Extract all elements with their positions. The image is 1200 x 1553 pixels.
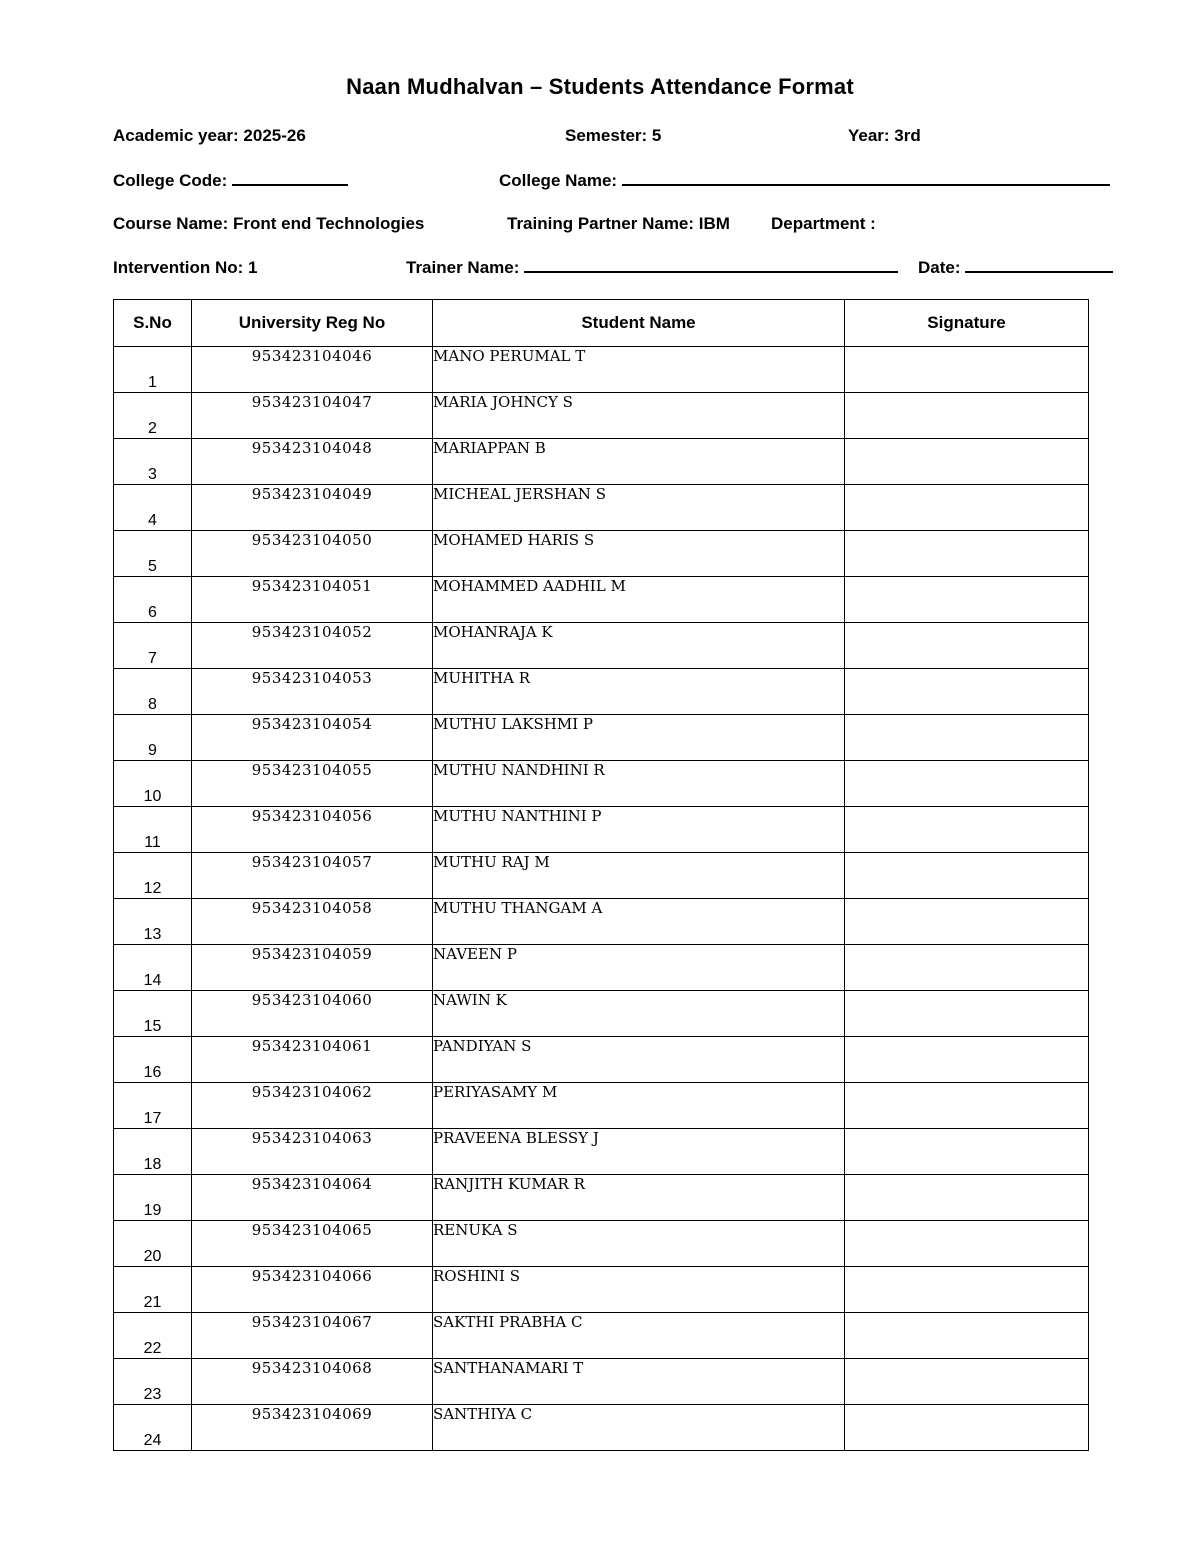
- row-reg-no: 953423104068: [192, 1359, 433, 1405]
- row-student-name: MUHITHA R: [433, 669, 845, 715]
- row-signature: [845, 1359, 1089, 1405]
- row-signature: [845, 347, 1089, 393]
- table-row: [114, 1083, 1089, 1129]
- row-reg-no: 953423104052: [192, 623, 433, 669]
- table-row: [114, 485, 1089, 531]
- semester: Semester: 5: [565, 126, 662, 145]
- row-reg-no: 953423104054: [192, 715, 433, 761]
- row-student-name: MOHANRAJA K: [433, 623, 845, 669]
- row-signature: [845, 1129, 1089, 1175]
- table-row: [114, 853, 1089, 899]
- row-sno: 6: [114, 577, 192, 623]
- row-signature: [845, 1313, 1089, 1359]
- table-row: [114, 1037, 1089, 1083]
- row-sno: 12: [114, 853, 192, 899]
- department: Department :: [771, 214, 876, 233]
- row-reg-no: 953423104048: [192, 439, 433, 485]
- row-reg-no: 953423104049: [192, 485, 433, 531]
- trainer-name-label: Trainer Name:: [406, 258, 520, 277]
- row-signature: [845, 991, 1089, 1037]
- row-sno: 3: [114, 439, 192, 485]
- row-student-name: MUTHU NANDHINI R: [433, 761, 845, 807]
- row-sno: 22: [114, 1313, 192, 1359]
- row-sno: 11: [114, 807, 192, 853]
- document-title: Naan Mudhalvan – Students Attendance Format: [346, 74, 854, 99]
- row-sno: 14: [114, 945, 192, 991]
- table-row: [114, 1129, 1089, 1175]
- row-reg-no: 953423104059: [192, 945, 433, 991]
- table-row: [114, 1175, 1089, 1221]
- row-student-name: PRAVEENA BLESSY J: [433, 1129, 845, 1175]
- row-sno: 8: [114, 669, 192, 715]
- course-name: Course Name: Front end Technologies: [113, 214, 425, 233]
- row-sno: 2: [114, 393, 192, 439]
- row-student-name: PERIYASAMY M: [433, 1083, 845, 1129]
- row-student-name: MUTHU NANTHINI P: [433, 807, 845, 853]
- row-signature: [845, 531, 1089, 577]
- row-signature: [845, 623, 1089, 669]
- header-reg-no: University Reg No: [192, 300, 433, 347]
- row-reg-no: 953423104069: [192, 1405, 433, 1451]
- row-student-name: PANDIYAN S: [433, 1037, 845, 1083]
- row-reg-no: 953423104065: [192, 1221, 433, 1267]
- college-code-blank: [232, 172, 348, 186]
- row-student-name: NAVEEN P: [433, 945, 845, 991]
- row-signature: [845, 1175, 1089, 1221]
- row-student-name: ROSHINI S: [433, 1267, 845, 1313]
- row-sno: 23: [114, 1359, 192, 1405]
- row-signature: [845, 1405, 1089, 1451]
- row-reg-no: 953423104063: [192, 1129, 433, 1175]
- row-reg-no: 953423104064: [192, 1175, 433, 1221]
- row-signature: [845, 807, 1089, 853]
- row-signature: [845, 761, 1089, 807]
- intervention-no: Intervention No: 1: [113, 258, 258, 277]
- academic-year: Academic year: 2025-26: [113, 126, 306, 145]
- header-student-name: Student Name: [433, 300, 845, 347]
- row-sno: 10: [114, 761, 192, 807]
- row-student-name: SANTHIYA C: [433, 1405, 845, 1451]
- table-row: [114, 393, 1089, 439]
- row-signature: [845, 1037, 1089, 1083]
- row-reg-no: 953423104058: [192, 899, 433, 945]
- table-row: [114, 945, 1089, 991]
- row-sno: 17: [114, 1083, 192, 1129]
- table-row: [114, 715, 1089, 761]
- row-signature: [845, 669, 1089, 715]
- table-row: [114, 669, 1089, 715]
- table-header-row: [114, 300, 1089, 347]
- row-sno: 15: [114, 991, 192, 1037]
- row-signature: [845, 853, 1089, 899]
- row-reg-no: 953423104066: [192, 1267, 433, 1313]
- row-signature: [845, 899, 1089, 945]
- row-student-name: MUTHU RAJ M: [433, 853, 845, 899]
- row-reg-no: 953423104053: [192, 669, 433, 715]
- row-signature: [845, 393, 1089, 439]
- table-row: [114, 1267, 1089, 1313]
- row-student-name: MARIA JOHNCY S: [433, 393, 845, 439]
- row-reg-no: 953423104050: [192, 531, 433, 577]
- row-reg-no: 953423104061: [192, 1037, 433, 1083]
- row-sno: 24: [114, 1405, 192, 1451]
- row-signature: [845, 945, 1089, 991]
- table-row: [114, 761, 1089, 807]
- table-row: [114, 439, 1089, 485]
- row-sno: 18: [114, 1129, 192, 1175]
- college-name-field: [499, 171, 1110, 191]
- row-student-name: RANJITH KUMAR R: [433, 1175, 845, 1221]
- table-row: [114, 1313, 1089, 1359]
- date-blank: [965, 259, 1113, 273]
- row-signature: [845, 1267, 1089, 1313]
- row-student-name: MUTHU THANGAM A: [433, 899, 845, 945]
- table-row: [114, 577, 1089, 623]
- college-code-field: [113, 171, 348, 191]
- college-name-label: College Name:: [499, 171, 618, 190]
- row-reg-no: 953423104051: [192, 577, 433, 623]
- row-reg-no: 953423104047: [192, 393, 433, 439]
- table-row: [114, 531, 1089, 577]
- table-row: [114, 807, 1089, 853]
- row-student-name: MANO PERUMAL T: [433, 347, 845, 393]
- date-field: [918, 258, 1113, 278]
- row-reg-no: 953423104056: [192, 807, 433, 853]
- row-signature: [845, 485, 1089, 531]
- table-row: [114, 1405, 1089, 1451]
- row-sno: 4: [114, 485, 192, 531]
- row-sno: 1: [114, 347, 192, 393]
- row-student-name: MOHAMED HARIS S: [433, 531, 845, 577]
- row-student-name: MUTHU LAKSHMI P: [433, 715, 845, 761]
- row-sno: 16: [114, 1037, 192, 1083]
- row-reg-no: 953423104067: [192, 1313, 433, 1359]
- table-row: [114, 1221, 1089, 1267]
- table-row: [114, 347, 1089, 393]
- college-code-label: College Code:: [113, 171, 228, 190]
- row-sno: 21: [114, 1267, 192, 1313]
- row-sno: 20: [114, 1221, 192, 1267]
- row-sno: 7: [114, 623, 192, 669]
- year: Year: 3rd: [848, 126, 921, 145]
- table-row: [114, 1359, 1089, 1405]
- row-reg-no: 953423104055: [192, 761, 433, 807]
- header-signature: Signature: [845, 300, 1089, 347]
- trainer-name-blank: [524, 259, 898, 273]
- row-reg-no: 953423104046: [192, 347, 433, 393]
- row-signature: [845, 1083, 1089, 1129]
- row-student-name: MARIAPPAN B: [433, 439, 845, 485]
- row-signature: [845, 1221, 1089, 1267]
- table-row: [114, 899, 1089, 945]
- row-signature: [845, 439, 1089, 485]
- row-sno: 5: [114, 531, 192, 577]
- row-signature: [845, 715, 1089, 761]
- row-student-name: MOHAMMED AADHIL M: [433, 577, 845, 623]
- row-signature: [845, 577, 1089, 623]
- row-student-name: RENUKA S: [433, 1221, 845, 1267]
- training-partner: Training Partner Name: IBM: [507, 214, 730, 233]
- attendance-table: [113, 299, 1089, 1451]
- row-reg-no: 953423104062: [192, 1083, 433, 1129]
- row-sno: 9: [114, 715, 192, 761]
- college-name-blank: [622, 172, 1110, 186]
- row-student-name: SAKTHI PRABHA C: [433, 1313, 845, 1359]
- row-sno: 19: [114, 1175, 192, 1221]
- row-reg-no: 953423104057: [192, 853, 433, 899]
- row-student-name: NAWIN K: [433, 991, 845, 1037]
- table-row: [114, 991, 1089, 1037]
- row-student-name: SANTHANAMARI T: [433, 1359, 845, 1405]
- date-label: Date:: [918, 258, 961, 277]
- row-sno: 13: [114, 899, 192, 945]
- trainer-name-field: [406, 258, 898, 278]
- table-row: [114, 623, 1089, 669]
- row-student-name: MICHEAL JERSHAN S: [433, 485, 845, 531]
- row-reg-no: 953423104060: [192, 991, 433, 1037]
- header-sno: S.No: [114, 300, 192, 347]
